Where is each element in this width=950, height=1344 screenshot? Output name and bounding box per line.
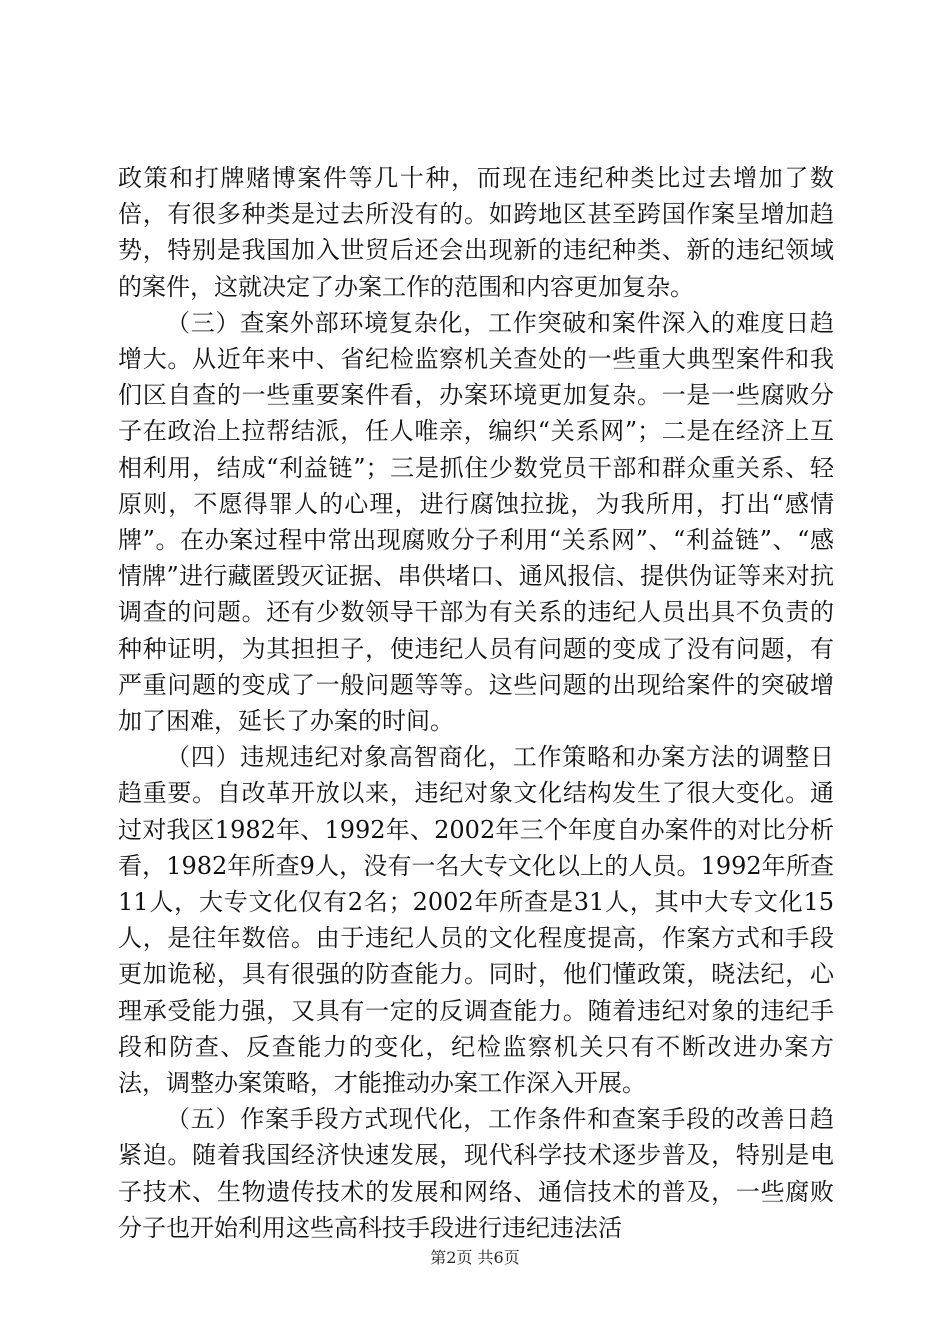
- paragraph-2: （三）查案外部环境复杂化，工作突破和案件深入的难度日趋增大。从近年来中、省纪检监察机关查处的一些重大典型案件和我们区自查的一些重要案件看，办案环境更加复杂。一是一些腐败分子在政治上拉帮结派，任人唯亲，编织“关系网”；二是在经济上互相利用，结成“利益链”；三是抓住少数党员干部和群众重关系、轻原则，不愿得罪人的心理，进行腐蚀拉拢，为我所用，打出“感情牌”。在办案过程中常出现腐败分子利用“关系网”、“利益链”、“感情牌”进行藏匿毁灭证据、串供堵口、通风报信、提供伪证等来对抗调查的问题。还有少数领导干部为有关系的违纪人员出具不负责的种种证明，为其担担子，使违纪人员有问题的变成了没有问题，有严重问题的变成了一般问题等等。这些问题的出现给案件的突破增加了困难，延长了办案的时间。: [118, 308, 834, 736]
- document-body: [118, 160, 834, 1246]
- paragraph-4: （五）作案手段方式现代化，工作条件和查案手段的改善日趋紧迫。随着我国经济快速发展，现代科学技术逐步普及，特别是电子技术、生物遗传技术的发展和网络、通信技术的普及，一些腐败分子也开始利用这些高科技手段进行违纪违法活: [118, 1105, 834, 1242]
- paragraph-3: （四）违规违纪对象高智商化，工作策略和办案方法的调整日趋重要。自改革开放以来，违纪对象文化结构发生了很大变化。通过对我区1982年、1992年、2002年三个年度自办案件的对比分析看，1982年所查9人，没有一名大专文化以上的人员。1992年所查11人，大专文化仅有2名；2002年所查是31人，其中大专文化15人，是往年数倍。由于违纪人员的文化程度提高，作案方式和手段更加诡秘，具有很强的防查能力。同时，他们懂政策，晓法纪，心理承受能力强，又具有一定的反调查能力。随着违纪对象的违纪手段和防查、反查能力的变化，纪检监察机关只有不断改进办案方法，调整办案策略，才能推动办案工作深入开展。: [118, 743, 834, 1098]
- page-number-footer: 第2页 共6页: [430, 1248, 520, 1267]
- paragraph-1: 政策和打牌赌博案件等几十种，而现在违纪种类比过去增加了数倍，有很多种类是过去所没有的。如跨地区甚至跨国作案呈增加趋势，特别是我国加入世贸后还会出现新的违纪种类、新的违纪领域的案件，这就决定了办案工作的范围和内容更加复杂。: [118, 164, 834, 301]
